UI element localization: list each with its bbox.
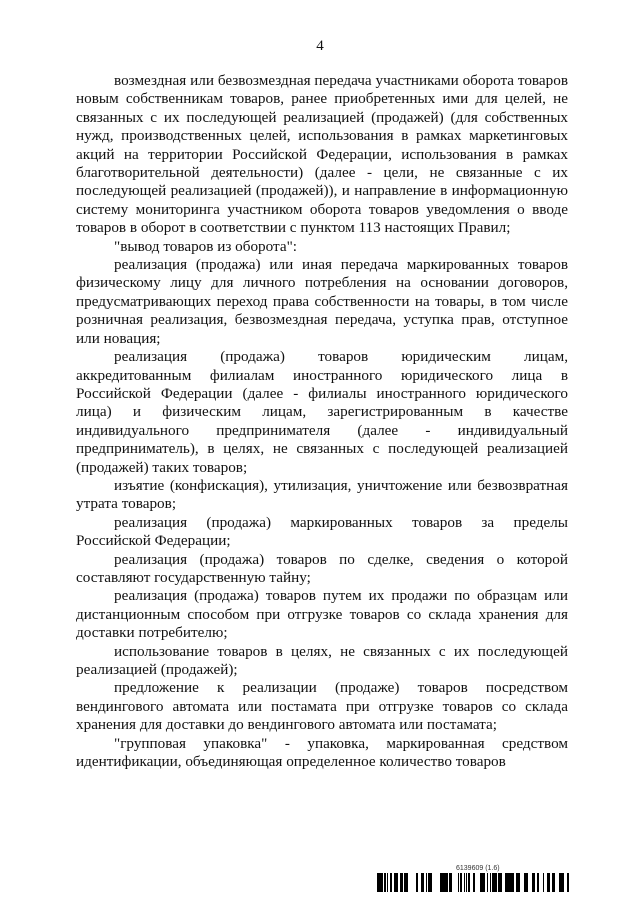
paragraph: использование товаров в целях, не связанных с их последующей реализацией (продажей); xyxy=(76,642,568,678)
paragraph: изъятие (конфискация), утилизация, уничтожение или безвозвратная утрата товаров; xyxy=(76,476,568,513)
paragraph: реализация (продажа) товаров по сделке, сведения о которой составляют государственную тайну; xyxy=(76,550,568,586)
page-number: 4 xyxy=(316,38,324,54)
paragraph: "групповая упаковка" - упаковка, маркированная средством идентификации, объединяющая определенное количество товаров xyxy=(76,734,568,771)
document-code: 6139609 (1.6) xyxy=(456,865,500,872)
barcode-icon xyxy=(375,873,569,892)
paragraph: реализация (продажа) или иная передача маркированных товаров физическому лицу для личного потребления на основании договоров, предусматривающих переход права собственности на товары, в том числе розничная реализация, безвозмездная передача, уступка прав, отступное или новация; xyxy=(76,256,568,347)
paragraph: "вывод товаров из оборота": xyxy=(114,237,298,255)
paragraph: реализация (продажа) товаров путем их продажи по образцам или дистанционным способом при отгрузке товаров со склада хранения для доставки потребителю; xyxy=(76,587,568,642)
paragraph: предложение к реализации (продаже) товаров посредством вендингового автомата или постамата при отгрузке товаров со склада хранения для доставки до вендингового автомата или постамата; xyxy=(76,679,568,734)
paragraph: реализация (продажа) товаров юридическим лицам, аккредитованным филиалам иностранного юридического лица в Российской Федерации (далее - филиалы иностранного юридического лица) и физическим лицам, зарегистрированным в качестве индивидуального предпринимателя (далее - индивидуальный предприниматель), в целях, не связанных с последующей реализацией (продажей) таких товаров; xyxy=(76,348,568,476)
document-body xyxy=(76,72,568,771)
paragraph: реализация (продажа) маркированных товаров за пределы Российской Федерации; xyxy=(76,513,568,550)
paragraph: возмездная или безвозмездная передача участниками оборота товаров новым собственникам товаров, ранее приобретенных ими для целей, не связанных с их последующей реализацией (продажей) (для собственных нужд, производственных целей, использования в рамках маркетинговых акций на территории Российской Федерации, использования в рамках благотворительной деятельности) (далее - цели, не связанные с их последующей реализацией (продажей)), и направление в информационную систему мониторинга участником оборота товаров уведомления о вводе товаров в оборот в соответствии с пунктом 113 настоящих Правил; xyxy=(76,72,568,237)
